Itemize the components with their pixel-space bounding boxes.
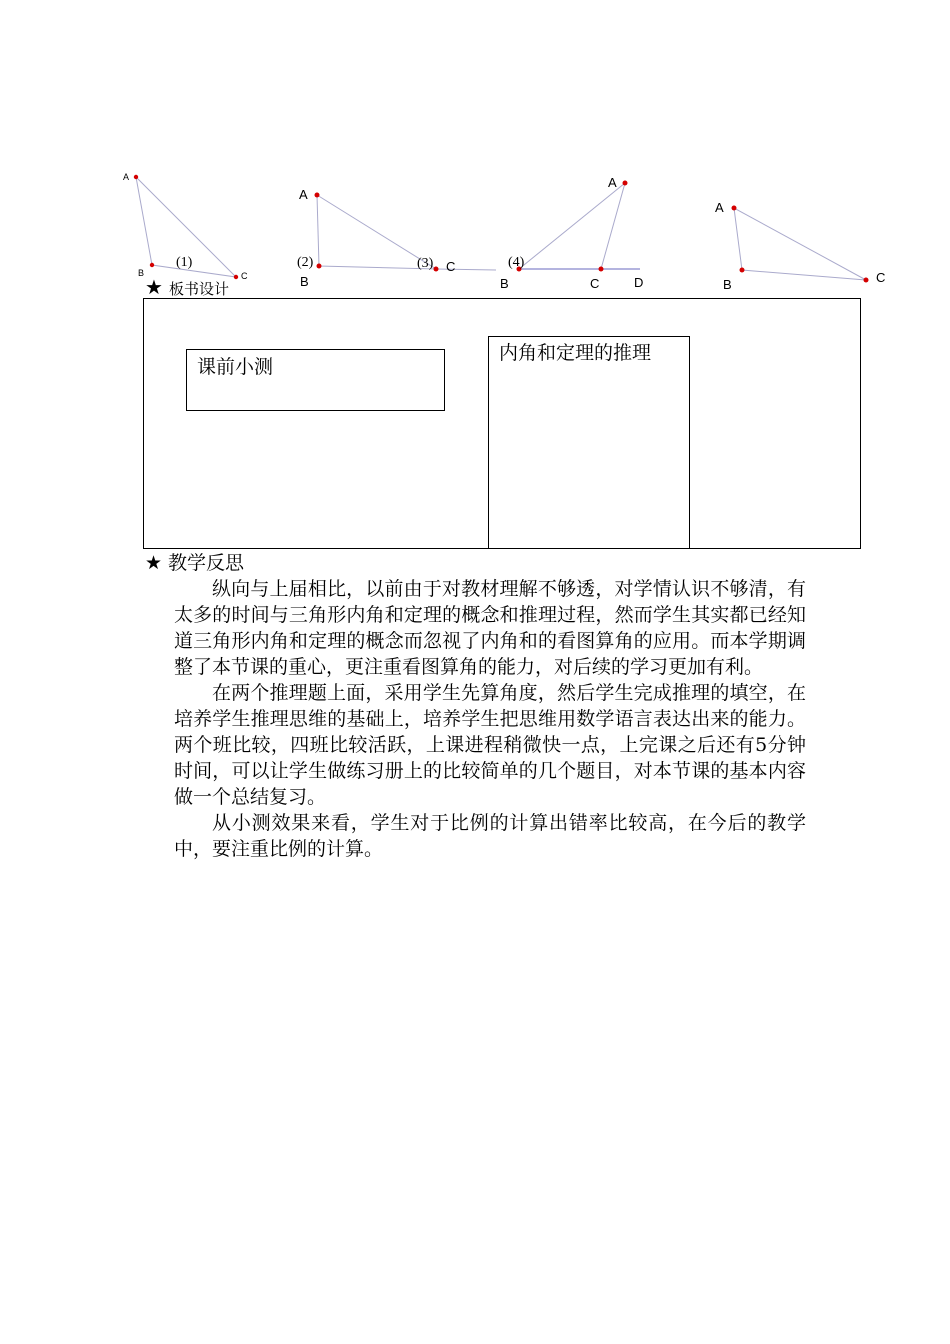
figure-number-2: (2) xyxy=(297,255,314,270)
point-a-2 xyxy=(315,193,320,198)
star-icon: ★ xyxy=(145,275,163,299)
triangle-figure-2 xyxy=(297,187,496,289)
triangle-figure-4 xyxy=(715,200,885,292)
triangle-figure-1 xyxy=(123,172,248,281)
triangle-3-outline xyxy=(519,183,625,269)
label-a-3: A xyxy=(608,175,617,190)
figure-number-3: (3) xyxy=(417,256,434,271)
board-design-title: 板书设计 xyxy=(168,280,229,298)
reflection-title: 教学反思 xyxy=(168,552,245,574)
label-b-3: B xyxy=(500,276,509,291)
point-b-2 xyxy=(317,264,322,269)
figure-number-4: (4) xyxy=(508,255,525,270)
label-c-3: C xyxy=(590,276,600,291)
point-a-3 xyxy=(623,181,628,186)
label-b-1: B xyxy=(138,268,145,278)
reflection-paragraph: 在两个推理题上面，采用学生先算角度，然后学生完成推理的填空，在培养学生推理思维的基础上，培养学生把思维用数学语言表达出来的能力。两个班比较，四班比较活跃，上课进程稍微快一点，上完课之后还有5分钟时间，可以让学生做练习册上的比较简单的几个题目，对本节课的基本内容做一个总结复习。 xyxy=(174,682,806,808)
label-c-4: C xyxy=(876,270,886,285)
point-c-4 xyxy=(864,278,869,283)
reflection-body xyxy=(174,576,806,862)
label-d-3: D xyxy=(634,275,644,290)
extension-line-2 xyxy=(436,269,496,270)
theorem-label: 内角和定理的推理 xyxy=(499,342,652,364)
point-a-1 xyxy=(134,175,138,179)
label-c-2: C xyxy=(446,259,456,274)
pretest-label: 课前小测 xyxy=(197,356,274,378)
label-b-2: B xyxy=(300,274,309,289)
star-icon: ★ xyxy=(145,552,163,574)
pretest-box xyxy=(186,349,445,411)
point-c-1 xyxy=(234,275,238,279)
label-b-4: B xyxy=(723,277,732,292)
figure-number-1: (1) xyxy=(176,255,193,270)
point-b-1 xyxy=(150,263,154,267)
theorem-box xyxy=(488,336,690,549)
point-b-4 xyxy=(740,268,745,273)
triangle-4-outline xyxy=(734,208,866,280)
reflection-heading xyxy=(145,552,244,574)
triangle-figure-3 xyxy=(500,175,643,291)
board-design-heading xyxy=(145,276,229,300)
label-c-1: C xyxy=(241,271,248,281)
label-a-2: A xyxy=(299,187,308,202)
label-a-4: A xyxy=(715,200,724,215)
point-c-2 xyxy=(434,267,439,272)
reflection-paragraph: 从小测效果来看，学生对于比例的计算出错率比较高，在今后的教学中，要注重比例的计算。 xyxy=(174,812,806,860)
point-a-4 xyxy=(732,206,737,211)
reflection-paragraph: 纵向与上届相比，以前由于对教材理解不够透，对学情认识不够清，有太多的时间与三角形内角和定理的概念和推理过程，然而学生其实都已经知道三角形内角和定理的概念而忽视了内角和的看图算角的应用。而本学期调整了本节课的重心，更注重看图算角的能力，对后续的学习更加有利。 xyxy=(174,578,806,678)
label-a-1: A xyxy=(123,172,130,182)
triangle-figures xyxy=(0,0,950,300)
point-c-3 xyxy=(599,267,604,272)
